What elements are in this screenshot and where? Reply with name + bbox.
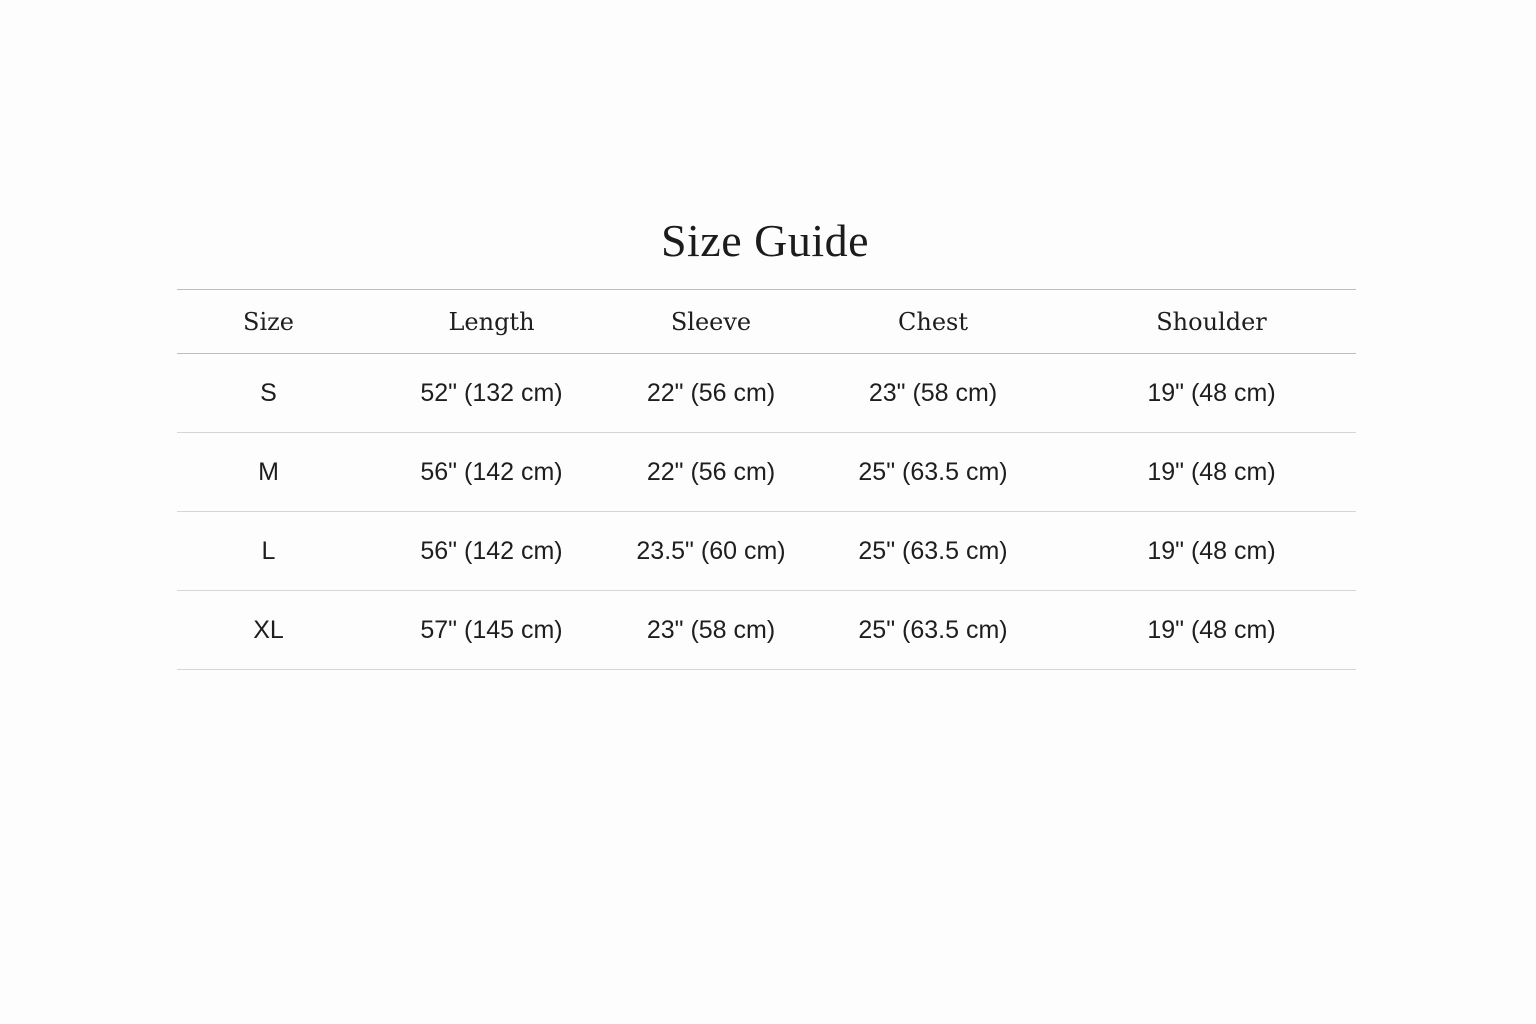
- shoulder-cell: 19" (48 cm): [1147, 615, 1276, 644]
- sleeve-cell: 23" (58 cm): [646, 615, 776, 644]
- shoulder-cell: 19" (48 cm): [1147, 457, 1276, 486]
- sleeve-cell: 22" (56 cm): [646, 457, 776, 486]
- header-shoulder: Shoulder: [1156, 307, 1267, 336]
- chest-cell: 23" (58 cm): [868, 378, 998, 407]
- header-chest: Chest: [898, 307, 968, 336]
- header-row: [177, 290, 1356, 354]
- header-length: Length: [448, 307, 535, 336]
- table-header: [177, 290, 1356, 354]
- page-title: Size Guide: [660, 214, 870, 266]
- size-guide-table: [177, 289, 1356, 670]
- sleeve-cell: 22" (56 cm): [646, 378, 776, 407]
- length-cell: 52" (132 cm): [420, 378, 563, 407]
- size-cell: M: [258, 457, 279, 486]
- length-cell: 56" (142 cm): [420, 457, 563, 486]
- table-body: [177, 354, 1356, 670]
- shoulder-cell: 19" (48 cm): [1147, 536, 1276, 565]
- header-sleeve: Sleeve: [670, 307, 752, 336]
- sleeve-cell: 23.5" (60 cm): [636, 536, 786, 565]
- table-row: [177, 354, 1356, 433]
- chest-cell: 25" (63.5 cm): [858, 536, 1008, 565]
- shoulder-cell: 19" (48 cm): [1147, 378, 1276, 407]
- size-cell: XL: [253, 615, 284, 644]
- table-row: [177, 512, 1356, 591]
- table-row: [177, 433, 1356, 512]
- chest-cell: 25" (63.5 cm): [858, 457, 1008, 486]
- length-cell: 56" (142 cm): [420, 536, 563, 565]
- length-cell: 57" (145 cm): [420, 615, 563, 644]
- table-row: [177, 591, 1356, 670]
- size-cell: L: [261, 536, 276, 565]
- chest-cell: 25" (63.5 cm): [858, 615, 1008, 644]
- header-size: Size: [243, 307, 294, 336]
- size-cell: S: [260, 378, 277, 407]
